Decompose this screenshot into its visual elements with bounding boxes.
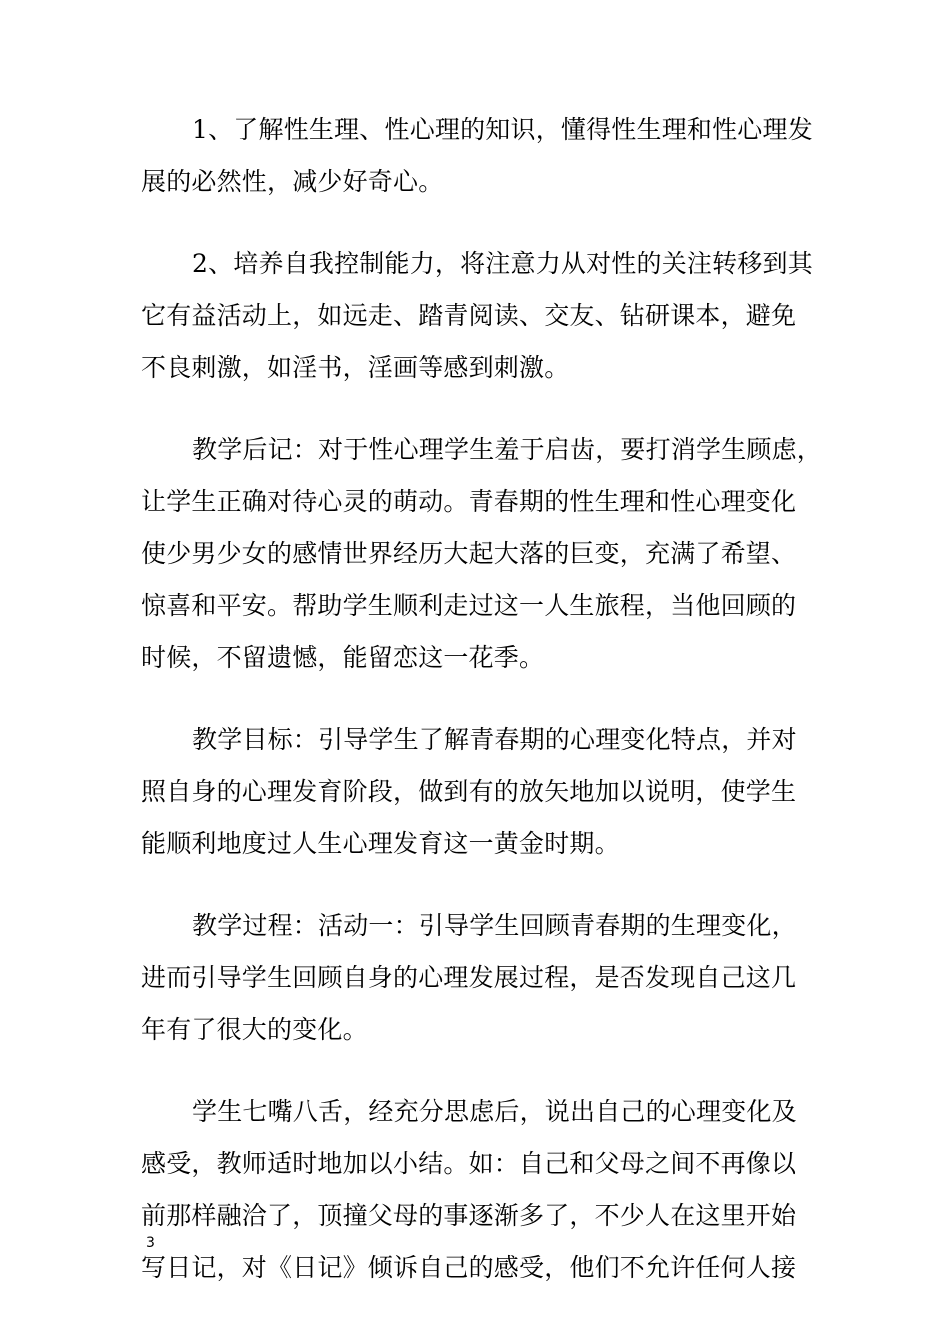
paragraph-line: 教学过程：活动一：引导学生回顾青春期的生理变化， [192,911,797,940]
paragraph-line: 展的必然性，减少好奇心。 [141,167,444,196]
paragraph-line: 年有了很大的变化。 [141,1015,368,1044]
paragraph-line: 学生七嘴八舌，经充分思虑后，说出自己的心理变化及 [192,1097,797,1126]
paragraph-line: 前那样融洽了，顶撞父母的事逐渐多了，不少人在这里开始 [141,1201,797,1230]
paragraph-gap [141,1056,806,1086]
paragraph-line: 教学后记：对于性心理学生羞于启齿，要打消学生顾虑， [192,435,823,464]
paragraph-3 [141,424,823,684]
paragraph-4 [141,714,806,870]
paragraph-line: 教学目标：引导学生了解青春期的心理变化特点，并对 [192,725,797,754]
paragraph-line: 不良刺激，如淫书，淫画等感到刺激。 [141,353,570,382]
page-number: 3 [146,1235,155,1251]
paragraph-line: 能顺利地度过人生心理发育这一黄金时期。 [141,829,620,858]
paragraph-gap [141,394,806,424]
paragraph-line: 感受，教师适时地加以小结。如：自己和父母之间不再像以 [141,1149,797,1178]
paragraph-line: 照自身的心理发育阶段，做到有的放矢地加以说明，使学生 [141,777,797,806]
paragraph-line: 使少男少女的感情世界经历大起大落的巨变，充满了希望、 [141,539,797,568]
paragraph-line: 它有益活动上，如远走、踏青阅读、交友、钻研课本，避免 [141,301,797,330]
paragraph-6 [141,1086,806,1294]
paragraph-line: 让学生正确对待心灵的萌动。青春期的性生理和性心理变化 [141,487,797,516]
document-body [141,104,823,1294]
paragraph-line: 1、了解性生理、性心理的知识，懂得性生理和性心理发 [192,115,813,144]
paragraph-1 [141,104,813,208]
paragraph-line: 写日记，对《日记》倾诉自己的感受，他们不允许任何人接 [141,1253,797,1282]
paragraph-line: 惊喜和平安。帮助学生顺利走过这一人生旅程，当他回顾的 [141,591,797,620]
paragraph-gap [141,870,806,900]
paragraph-line: 时候，不留遗憾，能留恋这一花季。 [141,643,545,672]
paragraph-gap [141,208,806,238]
paragraph-5 [141,900,806,1056]
paragraph-2 [141,238,813,394]
paragraph-gap [141,684,806,714]
paragraph-line: 2、培养自我控制能力，将注意力从对性的关注转移到其 [192,249,813,278]
paragraph-line: 进而引导学生回顾自身的心理发展过程，是否发现自己这几 [141,963,797,992]
